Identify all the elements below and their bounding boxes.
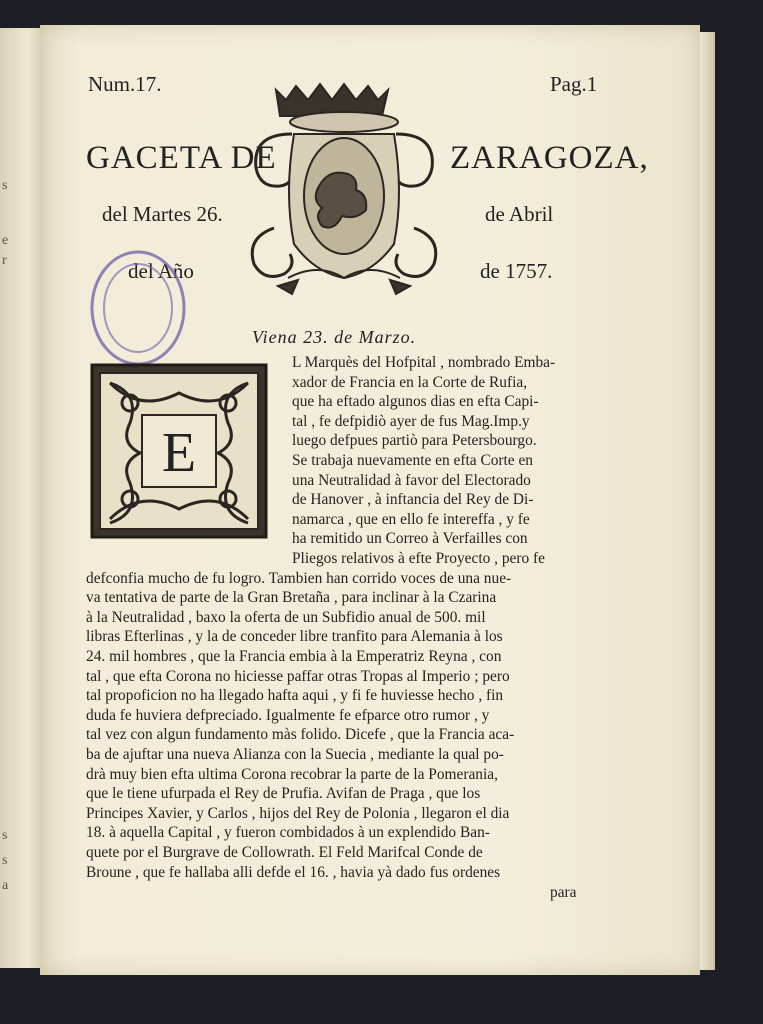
article-line: va tentativa de parte de la Gran Bretaña , para inclinar à la Czarina (86, 589, 497, 607)
article-line: quete por el Burgrave de Collowrath. El Feld Marifcal Conde de (86, 844, 483, 861)
article-line: Broune , que fe hallaba alli defde el 16. , havia yà dado fus ordenes (86, 863, 501, 881)
article-line: tal , que efta Corona no hiciesse paffar otras Tropas al Imperio ; pero (86, 667, 510, 685)
article-line: de Hanover , à inftancia del Rey de Di- (292, 491, 534, 509)
article-line: drà muy bien efta ultima Corona recobrar la parte de la Pomerania, (86, 765, 498, 783)
article-line: Se trabaja nuevamente en efta Corte en (292, 452, 534, 469)
library-stamp-icon (88, 248, 188, 368)
title-left: GACETA DE (86, 140, 277, 176)
article-line: tal propoficion no ha llegado hafta aqui , y fi fe huviesse hecho , fin (86, 687, 504, 705)
issue-number: Num.17. (88, 72, 162, 96)
article-line: à la Neutralidad , baxo la oferta de un Subfidio anual de 500. mil (86, 608, 486, 626)
article-line: Pliegos relativos à efte Proyecto , pero fe (292, 550, 546, 567)
article-line: ha remitido un Correo à Verfailles con (292, 530, 528, 548)
article-line: defconfia mucho de fu logro. Tambien han corrido voces de una nue- (86, 569, 512, 587)
article-line: 18. à aquella Capital , y fueron combidados à un explendido Ban- (86, 824, 490, 842)
decorated-initial-frame (90, 363, 268, 539)
dateline: Viena 23. de Marzo. (252, 327, 417, 347)
article-line: xador de Francia en la Corte de Rufia, (292, 373, 528, 391)
article-line: que le tiene ufurpada el Rey de Prufia. Avifan de Praga , que los (86, 785, 481, 803)
title-right: ZARAGOZA, (450, 140, 649, 176)
article-line: una Neutralidad à favor del Electorado (292, 471, 531, 489)
article-line: tal vez con algun fundamento màs folido. Dicefe , que la Francia aca- (86, 726, 515, 744)
initial-letter: E (161, 422, 197, 484)
article-line: ba de ajuftar una nueva Alianza con la Suecia , mediante la qual po- (86, 746, 504, 763)
catchword: para (550, 883, 577, 901)
left-page-edge: s e r s s a (0, 28, 47, 968)
article-line: luego defpues partiò para Petersbourgo. (292, 432, 537, 450)
date-right: de Abril (485, 202, 554, 226)
article-line: namarca , que en ello fe intereffa , y fe (292, 510, 530, 528)
article-line: que ha eftado algunos dias en efta Capi- (292, 393, 539, 411)
article-line: 24. mil hombres , que la Francia embia à la Emperatriz Reyna , con (86, 648, 502, 665)
year-right: de 1757. (480, 259, 553, 283)
date-left: del Martes 26. (102, 202, 223, 226)
article-line: duda fe huviera defpreciado. Igualmente fe efparce otro rumor , y (86, 706, 490, 724)
year-left: del Año (128, 259, 194, 283)
article-line: libras Efterlinas , y la de conceder libre tranfito para Alemania à los (86, 628, 503, 646)
article-line: L Marquès del Hofpital , nombrado Emba- (292, 354, 556, 371)
page-number: Pag.1 (550, 72, 598, 96)
coat-of-arms-icon (248, 78, 440, 306)
article-line: tal , fe defpidiò ayer de fus Mag.Imp.y (292, 412, 530, 430)
article-line: Principes Xavier, y Carlos , hijos del Rey de Polonia , llegaron el dia (86, 804, 510, 822)
